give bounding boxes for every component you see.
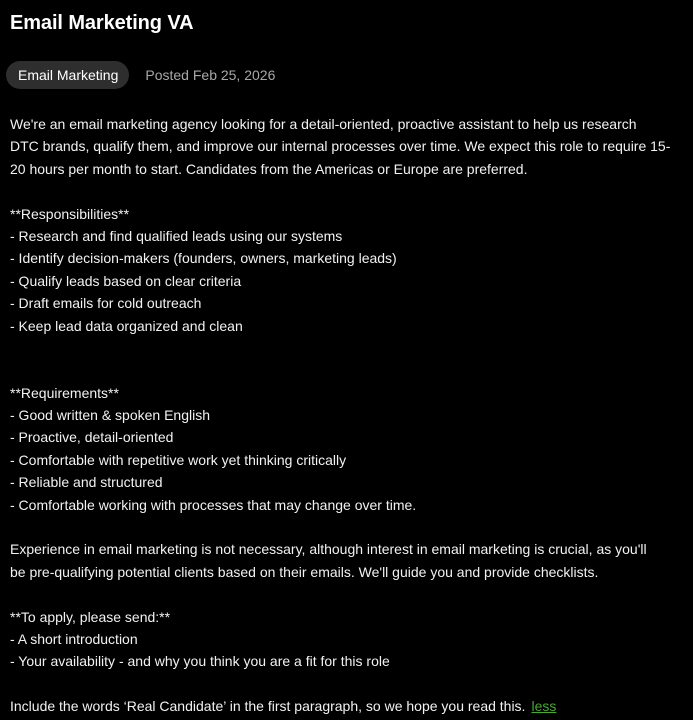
description-line: We're an email marketing agency looking for a detail-oriented, proactive assistant to help us research — [10, 116, 637, 132]
description-line: 20 hours per month to start. Candidates from the Americas or Europe are preferred. — [10, 160, 528, 177]
list-item: - Your availability - and why you think you are a fit for this role — [10, 653, 390, 670]
list-item: - Qualify leads based on clear criteria — [10, 272, 242, 289]
blank-line — [10, 673, 685, 695]
posted-date: Posted Feb 25, 2026 — [145, 67, 276, 83]
description-line: Experience in email marketing is not necessary, although interest in email marketing is crucial, as you'll — [10, 541, 647, 558]
blank-line — [10, 359, 685, 381]
list-item: - Comfortable with repetitive work yet thinking critically — [10, 451, 347, 468]
blank-line — [10, 583, 685, 605]
category-tag[interactable]: Email Marketing — [6, 61, 129, 89]
blank-line — [10, 337, 685, 359]
responsibilities-heading: **Responsibilities** — [10, 205, 130, 222]
list-item: - Proactive, detail-oriented — [10, 429, 174, 446]
apply-heading: **To apply, please send:** — [10, 608, 171, 625]
less-link[interactable]: less — [531, 698, 557, 715]
list-item: - Draft emails for cold outreach — [10, 295, 202, 312]
description-line: be pre-qualifying potential clients based on their emails. We'll guide you and provide checklists. — [10, 563, 599, 580]
list-item: - Comfortable working with processes that may change over time. — [10, 496, 417, 513]
closing-line — [10, 695, 685, 717]
list-item: - A short introduction — [10, 630, 138, 647]
closing-text: Include the words ‘Real Candidate’ in the first paragraph, so we hope you read this. — [10, 698, 526, 715]
blank-line — [10, 180, 685, 202]
job-meta — [6, 61, 275, 89]
list-item: - Identify decision-makers (founders, owners, marketing leads) — [10, 250, 397, 267]
list-item: - Reliable and structured — [10, 474, 163, 491]
requirements-heading: **Requirements** — [10, 384, 119, 401]
list-item: - Keep lead data organized and clean — [10, 317, 243, 334]
blank-line — [10, 516, 685, 538]
list-item: - Research and find qualified leads using our systems — [10, 227, 343, 244]
description-line: DTC brands, qualify them, and improve our internal processes over time. We expect this role to require 15- — [10, 138, 671, 155]
job-title: Email Marketing VA — [10, 12, 194, 34]
list-item: - Good written & spoken English — [10, 407, 210, 424]
job-description — [10, 113, 685, 718]
